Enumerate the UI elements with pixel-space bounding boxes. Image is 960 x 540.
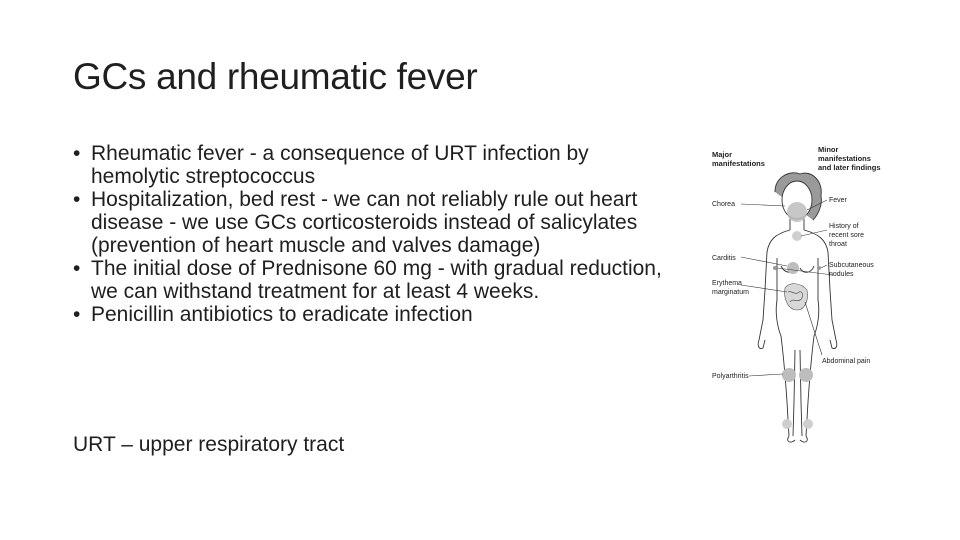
heading-major-line2: manifestations [712, 159, 765, 168]
heart-area [787, 262, 799, 274]
ankle-joint-area [803, 419, 813, 429]
label-throat-line3: throat [829, 241, 847, 248]
bullet-text: The initial dose of Prednisone 60 mg - with gradual reduction, we can withstand treatment for at least 4 weeks. [91, 257, 662, 303]
rheumatic-fever-body-diagram [705, 140, 895, 450]
footnote: URT – upper respiratory tract [73, 433, 345, 456]
heading-minor-line3: and later findings [818, 163, 881, 172]
bullet-item [73, 257, 673, 303]
bullet-marker: • [73, 303, 81, 326]
heading-minor-line1: Minor [818, 145, 839, 154]
heading-major-line1: Major [712, 150, 733, 159]
bullet-item [73, 188, 673, 257]
bullet-list [73, 142, 673, 326]
bullet-text: Penicillin antibiotics to eradicate infection [91, 303, 473, 326]
label-chorea: Chorea [712, 201, 735, 208]
label-erythema-line1: Erythema [712, 280, 742, 287]
ankle-joint-area [782, 419, 792, 429]
bullet-text: Rheumatic fever - a consequence of URT infection by hemolytic streptococcus [91, 142, 589, 188]
label-fever: Fever [829, 197, 847, 204]
bullet-marker: • [73, 188, 81, 211]
label-abdominal-pain: Abdominal pain [822, 358, 871, 365]
bullet-text: Hospitalization, bed rest - we can not reliably rule out heart disease - we use GCs corticosteroids instead of salicylates (prevention of heart muscle and valves damage) [91, 188, 638, 257]
abdomen-area [785, 284, 808, 310]
knee-joint-area [799, 368, 813, 382]
fever-area [787, 202, 807, 222]
heading-minor-line2: manifestations [818, 154, 871, 163]
bullet-marker: • [73, 142, 81, 165]
throat-area [792, 231, 802, 241]
label-throat-line1: History of [829, 223, 859, 230]
nodule-marker [773, 266, 777, 270]
label-carditis: Carditis [712, 255, 736, 262]
label-erythema-line2: marginatum [712, 289, 749, 296]
bullet-item [73, 303, 673, 326]
nodule-marker [817, 266, 821, 270]
bullet-item [73, 142, 673, 188]
knee-joint-area [782, 368, 796, 382]
label-throat-line2: recent sore [829, 232, 865, 239]
label-polyarthritis: Polyarthritis [712, 373, 749, 380]
slide-title: GCs and rheumatic fever [73, 56, 478, 97]
bullet-marker: • [73, 257, 81, 280]
label-nodules-line2: nodules [829, 271, 854, 278]
label-nodules-line1: Subcutaneous [829, 262, 874, 269]
